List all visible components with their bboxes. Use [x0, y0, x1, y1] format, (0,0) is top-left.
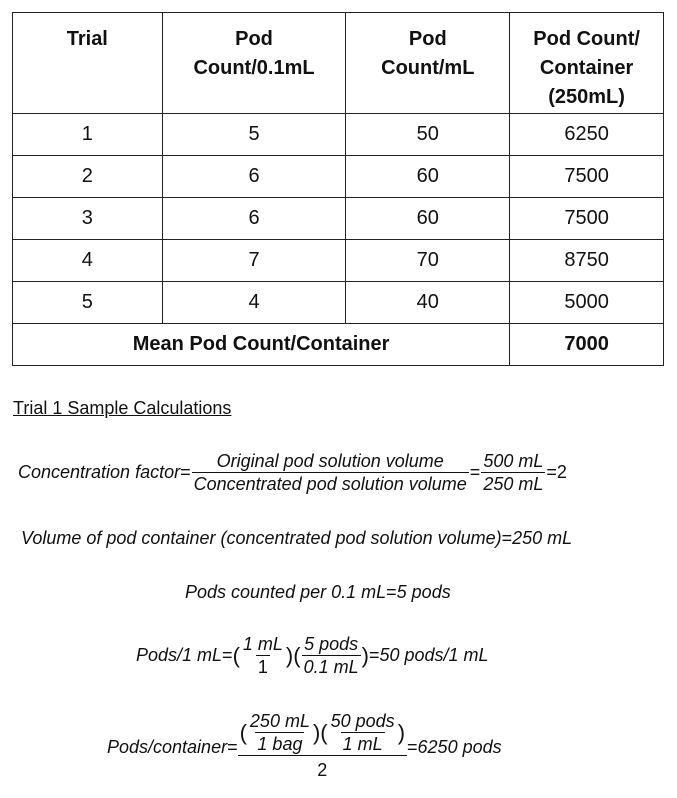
eq5-f2-numerator: 50 pods: [330, 711, 395, 731]
equation-container-volume: [21, 528, 572, 549]
header-trial: [13, 13, 163, 114]
header-pod-count-per-ml: [346, 13, 510, 114]
cell-count-ml: 50: [346, 114, 510, 156]
close-paren: ): [397, 719, 406, 745]
table-row: [13, 114, 664, 156]
mean-label: Mean Pod Count/Container: [13, 324, 510, 366]
table-header-row: [13, 13, 664, 114]
equation-pods-per-ml: [136, 633, 489, 678]
eq1-fraction: [192, 450, 469, 495]
eq1-fraction-values: [481, 450, 545, 495]
eq5-fraction-1: [248, 710, 312, 755]
eq5-result: 6250 pods: [417, 736, 502, 757]
cell-trial: 3: [13, 198, 163, 240]
eq4-f2-denominator: 0.1 mL: [303, 657, 359, 677]
eq4-fraction-2: [302, 633, 361, 678]
eq5-lhs: Pods/container: [107, 736, 228, 757]
equation-pods-counted: [185, 582, 451, 603]
equation-pods-per-container: [107, 710, 502, 784]
cell-count-0.1ml: 6: [162, 198, 346, 240]
eq5-compound-fraction: [238, 710, 407, 784]
header-pod-count-per-0.1ml: [162, 13, 346, 114]
eq5-divisor: 2: [238, 755, 407, 784]
equals-sign: =: [227, 736, 238, 757]
cell-count-0.1ml: 6: [162, 156, 346, 198]
eq2-result: 250 mL: [512, 528, 573, 548]
cell-trial: 1: [13, 114, 163, 156]
cell-count-ml: 60: [346, 156, 510, 198]
eq4-f2-numerator: 5 pods: [304, 634, 359, 654]
eq3-text: Pods counted per 0.1 mL: [185, 582, 387, 602]
cell-count-container: 8750: [510, 240, 664, 282]
cell-count-container: 7500: [510, 156, 664, 198]
eq5-f1-denominator: 1 bag: [257, 734, 303, 754]
calculations-title: Trial 1 Sample Calculations: [13, 398, 232, 418]
cell-count-container: 6250: [510, 114, 664, 156]
header-pod-count-per-container: [510, 13, 664, 114]
table-row: [13, 198, 664, 240]
cell-count-container: 5000: [510, 282, 664, 324]
equation-concentration-factor: [18, 450, 567, 495]
eq4-lhs: Pods/1 mL: [136, 645, 223, 665]
eq5-f2-denominator: 1 mL: [342, 734, 383, 754]
equals-sign: =: [501, 528, 513, 548]
cell-count-0.1ml: 5: [162, 114, 346, 156]
cell-count-0.1ml: 7: [162, 240, 346, 282]
equals-sign: =: [546, 462, 557, 482]
equals-sign: =: [180, 462, 191, 482]
close-paren: ): [361, 642, 369, 668]
eq1-result: 2: [556, 462, 567, 482]
eq5-fraction-2: [329, 710, 397, 755]
eq4-f1-denominator: 1: [257, 657, 268, 677]
header-text: Pod Count/ Container (250mL): [533, 28, 640, 108]
equals-sign: =: [407, 736, 418, 757]
header-text: Pod Count/mL: [381, 28, 475, 79]
eq5-f1-numerator: 250 mL: [249, 711, 310, 731]
mean-row: [13, 324, 664, 366]
cell-trial: 4: [13, 240, 163, 282]
table-row: [13, 240, 664, 282]
open-paren: (: [320, 719, 328, 745]
eq5-numerator-group: [238, 710, 407, 755]
open-paren: (: [293, 642, 301, 668]
eq1-denominator: Concentrated pod solution volume: [193, 474, 467, 494]
header-trial-text: Trial: [66, 28, 108, 50]
mean-value: 7000: [510, 324, 664, 366]
equals-sign: =: [368, 645, 380, 665]
eq4-fraction-1: [241, 633, 285, 678]
eq1-denominator-value: 250 mL: [483, 474, 544, 494]
cell-trial: 2: [13, 156, 163, 198]
close-paren: ): [312, 719, 321, 745]
close-paren: ): [285, 642, 294, 668]
open-paren: (: [239, 719, 247, 745]
cell-count-ml: 60: [346, 198, 510, 240]
equals-sign: =: [386, 582, 397, 602]
eq1-numerator-value: 500 mL: [483, 451, 544, 471]
pod-count-table: [12, 12, 664, 366]
header-text: Pod Count/0.1mL: [193, 28, 315, 79]
cell-count-0.1ml: 4: [162, 282, 346, 324]
eq4-f1-numerator: 1 mL: [242, 634, 283, 654]
eq2-text: Volume of pod container (concentrated pod solution volume): [21, 528, 502, 548]
cell-count-ml: 40: [346, 282, 510, 324]
eq1-numerator: Original pod solution volume: [216, 451, 444, 471]
cell-trial: 5: [13, 282, 163, 324]
equals-sign: =: [222, 645, 233, 665]
eq4-result: 50 pods/1 mL: [379, 645, 489, 665]
cell-count-container: 7500: [510, 198, 664, 240]
eq3-result: 5 pods: [396, 582, 451, 602]
open-paren: (: [232, 642, 240, 668]
eq1-lhs: Concentration factor: [18, 462, 181, 482]
equals-sign: =: [469, 462, 481, 482]
table-row: [13, 282, 664, 324]
cell-count-ml: 70: [346, 240, 510, 282]
table-row: [13, 156, 664, 198]
